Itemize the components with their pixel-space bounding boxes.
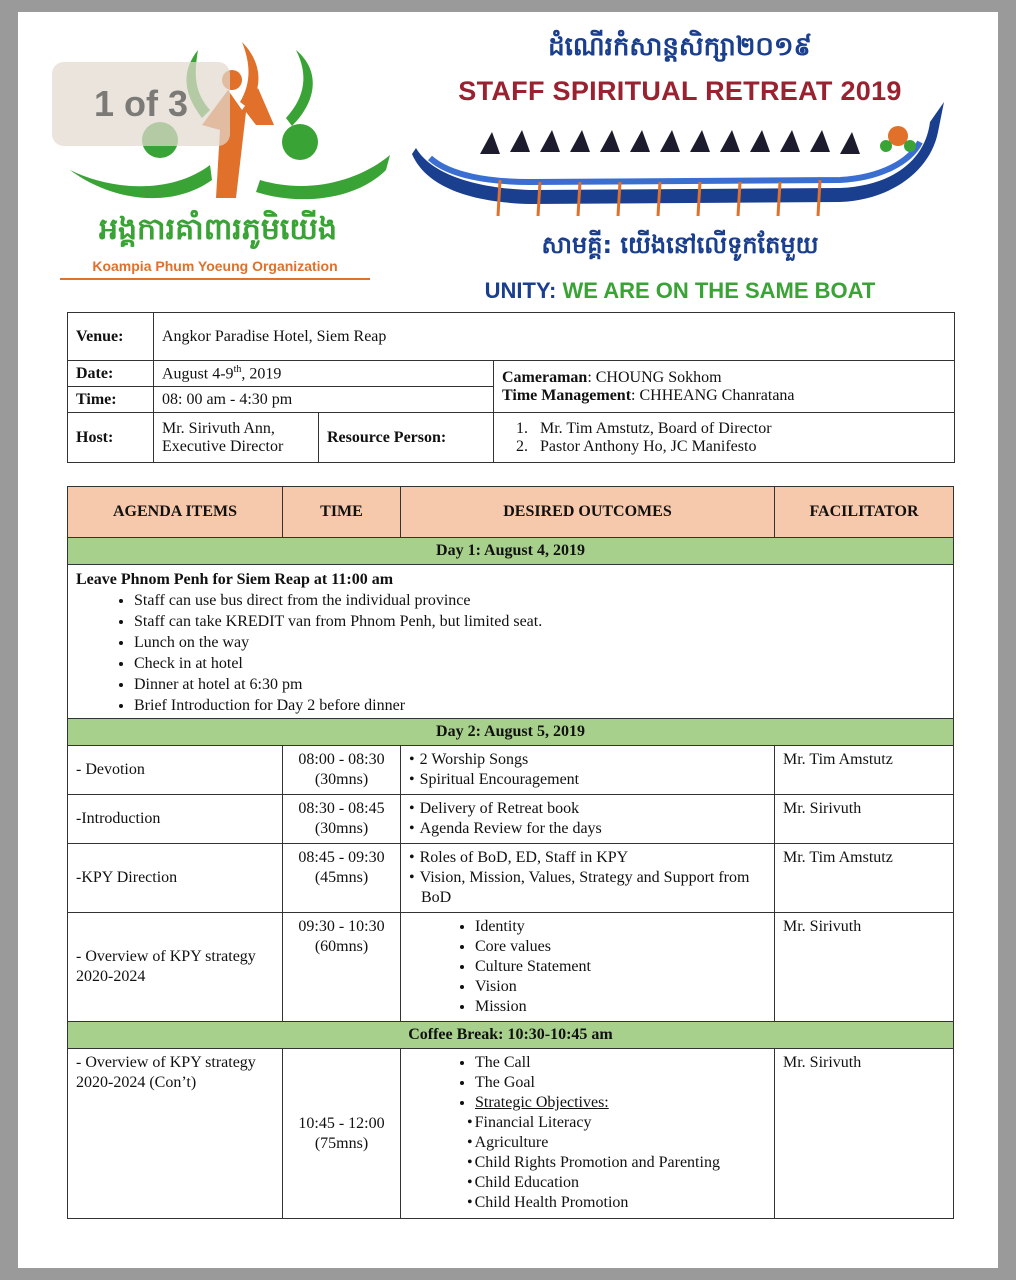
agenda-facilitator: Mr. Sirivuth — [775, 795, 954, 844]
table-row — [68, 795, 954, 844]
venue-label: Venue: — [68, 313, 154, 361]
table-row — [68, 913, 954, 1022]
venue-value: Angkor Paradise Hotel, Siem Reap — [154, 313, 955, 361]
list-item: • Staff can take KREDIT van from Phnom Penh, but limited seat. — [134, 611, 945, 632]
agenda-item: - Overview of KPY strategy 2020-2024 — [68, 913, 283, 1022]
list-item: • Staff can use bus direct from the individual province — [134, 590, 945, 611]
day1-title: Day 1: August 4, 2019 — [68, 538, 954, 565]
logo-english-name: Koampia Phum Yoeung Organization — [60, 258, 370, 280]
agenda-facilitator: Mr. Tim Amstutz — [775, 844, 954, 913]
time-label: Time: — [68, 387, 154, 413]
table-row — [68, 746, 954, 795]
day1-details — [68, 565, 954, 719]
page-counter-badge: 1 of 3 — [52, 62, 230, 146]
table-row — [68, 844, 954, 913]
event-info-table — [67, 312, 955, 463]
cameraman-value: : CHOUNG Sokhom — [587, 368, 722, 386]
agenda-time: 08:30 - 08:45 (30mns) — [283, 795, 401, 844]
cameraman-label: Cameraman — [502, 368, 588, 386]
agenda-outcomes: • Roles of BoD, ED, Staff in KPY • Vision, Mission, Values, Strategy and Support from BoD — [401, 844, 775, 913]
retreat-banner — [410, 28, 950, 308]
day1-heading: Leave Phnom Penh for Siem Reap at 11:00 am — [76, 571, 394, 588]
day2-title: Day 2: August 5, 2019 — [68, 719, 954, 746]
agenda-outcomes: • The Call • The Goal • Strategic Objectives: • Financial Literacy • Agriculture • Child Rights Promotion and Parenting • Child Education • Child Health Promotion — [401, 1049, 775, 1219]
agenda-item: -Introduction — [68, 795, 283, 844]
banner-khmer-slogan: សាមគ្គី: យើងនៅលើទូកតែមួយ — [541, 231, 819, 259]
date-value: August 4-9th, 2019 — [154, 361, 494, 387]
agenda-time: 08:45 - 09:30 (45mns) — [283, 844, 401, 913]
agenda-outcomes: • Identity • Core values • Culture Statement • Vision • Mission — [401, 913, 775, 1022]
coffee-break: Coffee Break: 10:30-10:45 am — [68, 1022, 954, 1049]
time-mgmt-value: : CHHEANG Chanratana — [631, 386, 795, 404]
agenda-time: 09:30 - 10:30 (60mns) — [283, 913, 401, 1022]
list-item: • Dinner at hotel at 6:30 pm — [134, 674, 945, 695]
header-time: TIME — [283, 487, 401, 538]
host-value: Mr. Sirivuth Ann, Executive Director — [154, 413, 319, 463]
logo-khmer-name: អង្គការគាំពារភូមិយើង — [98, 212, 338, 247]
list-item: • Brief Introduction for Day 2 before dinner — [134, 695, 945, 716]
agenda-time: 08:00 - 08:30 (30mns) — [283, 746, 401, 795]
agenda-facilitator: Mr. Sirivuth — [775, 1049, 954, 1219]
time-mgmt-label: Time Management — [502, 386, 632, 404]
agenda-facilitator: Mr. Tim Amstutz — [775, 746, 954, 795]
agenda-time: 10:45 - 12:00 (75mns) — [283, 1049, 401, 1219]
resource-person: 2. Pastor Anthony Ho, JC Manifesto — [532, 438, 946, 456]
agenda-table — [67, 486, 954, 1219]
dragon-boat-icon — [410, 92, 950, 222]
banner-khmer-title: ដំណើរកំសាន្តសិក្សា២០១៩ — [548, 32, 812, 62]
header-agenda-items: AGENDA ITEMS — [68, 487, 283, 538]
list-item: • Check in at hotel — [134, 653, 945, 674]
table-row — [68, 1049, 954, 1219]
agenda-item: - Overview of KPY strategy 2020-2024 (Con’t) — [68, 1049, 283, 1219]
header-facilitator: FACILITATOR — [775, 487, 954, 538]
unity-word: UNITY: — [484, 278, 557, 303]
host-label: Host: — [68, 413, 154, 463]
agenda-outcomes: • 2 Worship Songs • Spiritual Encouragement — [401, 746, 775, 795]
crew-cell — [494, 361, 955, 413]
agenda-item: -KPY Direction — [68, 844, 283, 913]
unity-rest: WE ARE ON THE SAME BOAT — [556, 278, 876, 303]
agenda-outcomes: • Delivery of Retreat book • Agenda Review for the days — [401, 795, 775, 844]
resource-value — [494, 413, 955, 463]
banner-title: STAFF SPIRITUAL RETREAT 2019 — [458, 76, 902, 106]
list-item: • Lunch on the way — [134, 632, 945, 653]
date-label: Date: — [68, 361, 154, 387]
agenda-facilitator: Mr. Sirivuth — [775, 913, 954, 1022]
banner-unity-slogan — [410, 278, 950, 304]
agenda-item: - Devotion — [68, 746, 283, 795]
time-value: 08: 00 am - 4:30 pm — [154, 387, 494, 413]
resource-person: 1. Mr. Tim Amstutz, Board of Director — [532, 420, 946, 438]
resource-label: Resource Person: — [319, 413, 494, 463]
header-desired-outcomes: DESIRED OUTCOMES — [401, 487, 775, 538]
